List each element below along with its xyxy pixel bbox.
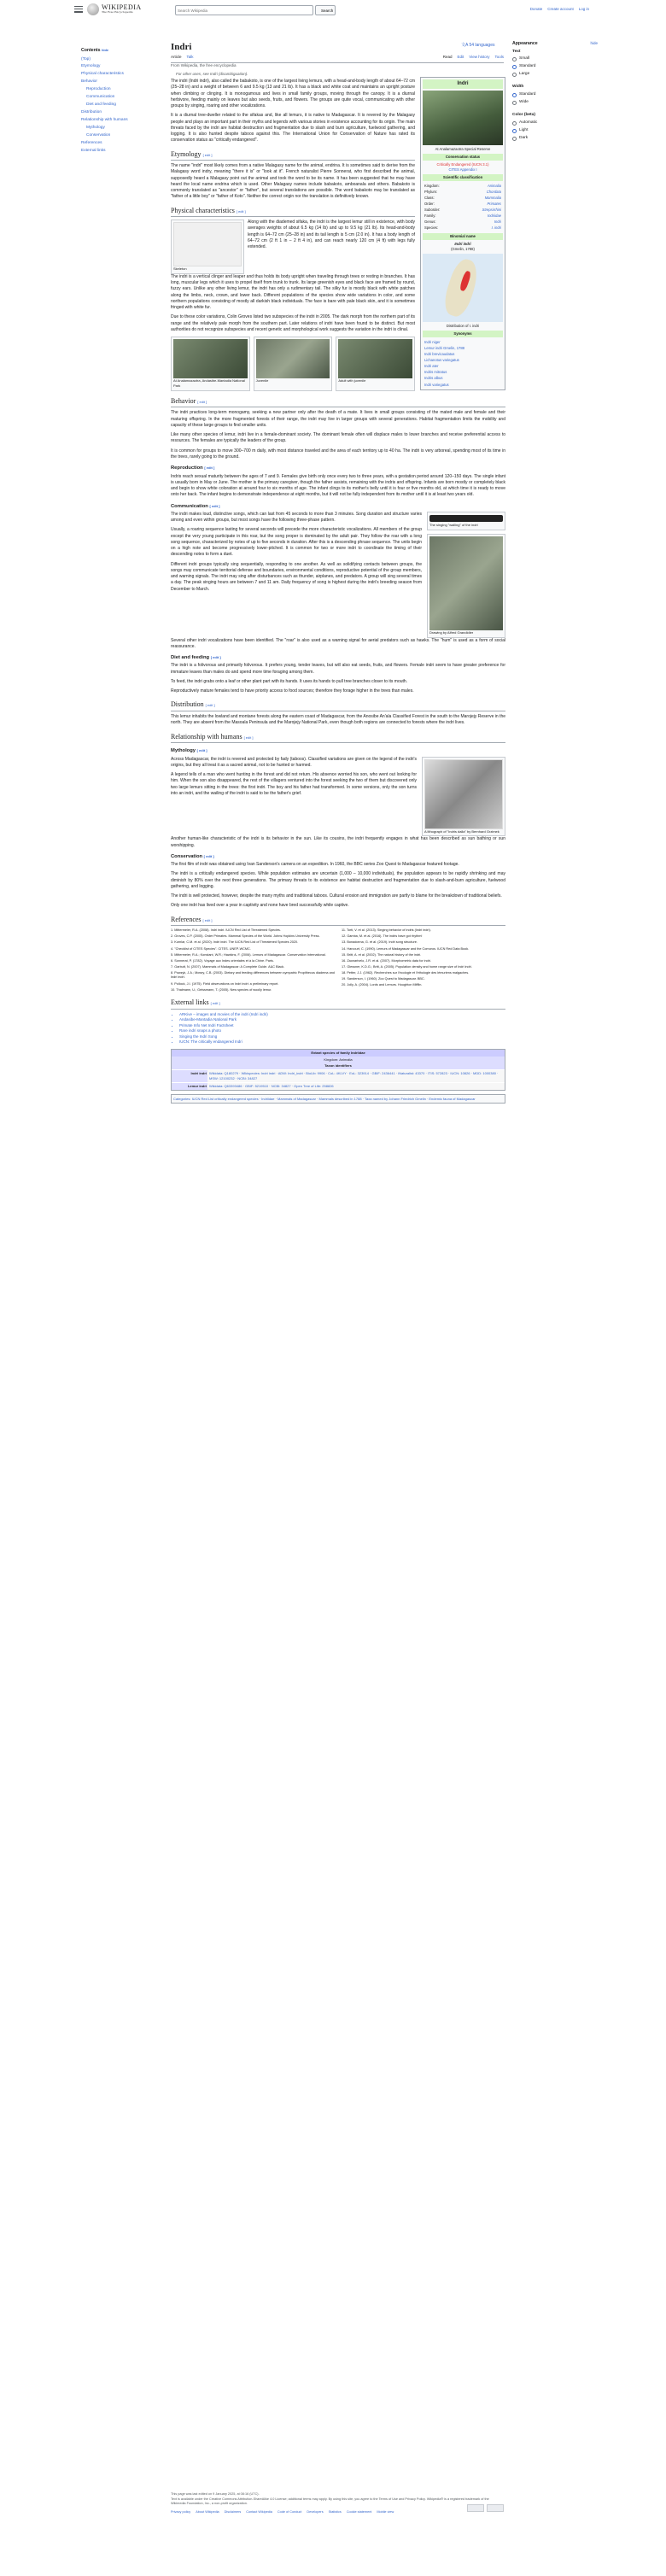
paragraph: It is common for groups to move 300–700 m daily, with most distance traveled and the area of each territory up to 40 ha. The indri is very arboreal, spending most of its time in the trees, rarely going to the ground.: [171, 448, 505, 460]
footer-links: [171, 2510, 504, 2515]
reference-item[interactable]: 9. Pollock, J.I. (1975). Field observations on Indri indri: a preliminary report.: [171, 981, 279, 986]
page-title: Indri: [171, 42, 192, 52]
drawing-figure[interactable]: [427, 534, 505, 638]
external-link[interactable]: • Andasibe-Mantadia National Park: [179, 1017, 505, 1023]
synonym: Lichanotus variegatus: [424, 358, 459, 363]
reference-item[interactable]: 7. Garbutt, N. (2007). Mammals of Madagascar: A Complete Guide. A&C Black.: [171, 964, 285, 969]
edit-link[interactable]: [ edit ]: [196, 748, 207, 753]
taxon-identifiers-header[interactable]: Taxon identifiers: [172, 1063, 505, 1069]
conservation-status[interactable]: Critically Endangered (IUCN 3.1): [436, 161, 489, 167]
binomial-header: Binomial name: [423, 233, 503, 240]
hatnote: For other uses, see Indri (disambiguation).: [176, 72, 248, 76]
section-heading: Etymology [ edit ]: [171, 149, 415, 161]
toc-item[interactable]: (Top): [81, 56, 91, 61]
paragraph: It is a diurnal tree-dweller related to the sifakas and, like all lemurs, it is native to Madagascar. It is revered by the Malagasy people and plays an important part in their myths and legends with various stories in existence accounting for its origin. The main threats faced by the indri are habitat destruction and fragmentation due to slash and burn agriculture, fuelwood gathering, and logging. It is also hunted despite taboos against this. The International Union for Conservation of Nature has rated its conservation status as "critically endangered".: [171, 113, 415, 143]
article-body: [171, 79, 505, 1104]
tab-talk[interactable]: Talk: [186, 55, 194, 59]
mediawiki-logo[interactable]: [487, 2504, 504, 2512]
subsection-heading: Communication [ edit ]: [171, 503, 220, 509]
toc-item[interactable]: Distribution: [81, 110, 102, 115]
synonym: Indri variegatus: [424, 382, 449, 387]
synonym: Lemur indri Gmelin, 1788: [424, 345, 465, 350]
external-links-list: [171, 1012, 505, 1045]
toc-item[interactable]: Etymology: [81, 64, 101, 69]
gallery-item[interactable]: Juvenile: [254, 337, 333, 391]
menu-icon[interactable]: [74, 6, 83, 13]
paragraph: Usually, a roaring sequence lasting for several seconds will precede the more characteristic vocalizations. All members of the group except the very young participate in this roar, but the song proper is dominated by the adult pair. They follow the roar with a long song sequence, characterized by notes of up to five seconds in duration. After this is a descending phrase sequence. The units begin on a high note and become progressively lower-pitched. It is common for two or more indri to coordinate the timing of their descending notes to form a duet.: [171, 527, 422, 558]
paragraph: Across Madagascar, the indri is revered and protected by fady (taboos). Classified variations are given on the legend of the indri's origins, but they all treat it as a sacred animal, not to be hunted or harmed.: [171, 756, 417, 768]
paragraph: Along with the diademed sifaka, the indri is the largest lemur still in existence, with body averages weights of about 6.5 kg (14 lb) and up to 9.5 kg (21 lb). Its head-and-body length is 64–72 cm (25–28 in) and its tail length is 5 cm (2.0 in). It has a body length of 64–72 cm (2 ft 1 in – 2 ft 4 in), and can reach nearly 120 cm (4 ft) with legs fully extended.: [248, 220, 415, 250]
edit-link[interactable]: [ edit ]: [202, 917, 213, 922]
audio-player[interactable]: [429, 515, 503, 522]
text-standard-option[interactable]: Standard: [512, 64, 598, 70]
edit-link[interactable]: [ edit ]: [197, 399, 207, 404]
reference-item[interactable]: 6. Sonnerat, P. (1782). Voyage aux Indes orientales et à la Chine. Paris.: [171, 958, 274, 963]
search-box: [175, 5, 334, 15]
reference-item[interactable]: 12. Gamba, M. et al. (2016). The indris have got rhythm!: [342, 934, 423, 939]
tab-tools[interactable]: Tools: [494, 55, 504, 59]
personal-tools: [530, 7, 589, 13]
navbox: [171, 1049, 505, 1091]
image-gallery: [171, 337, 415, 391]
external-link[interactable]: • IUCN: The critically endangered Indri: [179, 1039, 505, 1045]
edit-link[interactable]: [ edit ]: [202, 152, 213, 157]
paragraph: The indri is a critically endangered species. While population estimates are uncertain (1,000 – 10,000 individuals), the population appears to be rapidly shrinking and may diminish by 80% over the next three generations. The primary threats to its existence are habitat destruction and fragmentation due to slash-and-burn agriculture, fuelwood gathering, and logging.: [171, 871, 505, 889]
subsection-heading: Conservation [ edit ]: [171, 853, 214, 859]
site-header: [0, 0, 666, 20]
synonym: Indri niger: [424, 339, 441, 344]
footer-link[interactable]: About Wikipedia: [196, 2509, 219, 2514]
footer-link[interactable]: Privacy policy: [171, 2509, 191, 2514]
paragraph: The indri is a vertical clinger and leaper and thus holds its body upright when traveling through trees or resting in branches. It has long, muscular legs which it uses to propel itself from trunk to trunk. Its large greenish eyes and black face are framed by round, fuzzy ears. Unlike any other living lemur, the indri has only a rudimentary tail. The silky fur is mostly black with white patches along the limbs, neck, crown, and lower back. Different populations of the species show wide variations in color, and some northern populations consisting of mostly all darkish black individuals. The face is bare with pale black skin, and it is sometimes fringed with white fur.: [171, 273, 415, 311]
taxon-row: Class: Mammalia: [424, 195, 501, 200]
reference-item[interactable]: 13. Bonadonna, G. et al. (2019). Indri song structure.: [342, 940, 418, 945]
reference-item[interactable]: 14. Harcourt, C. (1990). Lemurs of Madagascar and the Comoros. IUCN Red Data Book.: [342, 946, 470, 951]
width-wide-option[interactable]: Wide: [512, 100, 598, 106]
figure-caption: Skeleton: [173, 266, 187, 272]
paragraph: Only one indri has lived over a year in captivity and none have bred successfully while captive.: [171, 903, 349, 909]
toc-item[interactable]: Communication: [86, 95, 115, 100]
categories-box[interactable]: Categories: IUCN Red List critically endangered species · Indriidae · Mammals of Madagascar · Mammals described in 1788 · Taxa named by Johann Friedrich Gmelin · Endemic fauna of Madagascar: [171, 1094, 505, 1104]
section-heading: External links [ edit ]: [171, 998, 505, 1010]
reference-item[interactable]: 18. Petter, J.J. (1962). Recherches sur l'écologie et l'éthologie des lémuriens malgaches.: [342, 970, 470, 975]
paragraph: Like many other species of lemur, indri live in a female-dominant society. The dominant female often will displace males to lower branches and receive preferential access to resources. The females are typically the leaders of the group.: [171, 432, 505, 444]
reference-item[interactable]: 5. Mittermeier, R.A.; Konstant, W.R.; Hawkins, F. (2006). Lemurs of Madagascar. Conservation International.: [171, 952, 326, 957]
create-account-link[interactable]: Create account: [547, 7, 574, 11]
edit-link[interactable]: [ edit ]: [203, 853, 214, 858]
conservation-status-header: Conservation status: [423, 154, 503, 161]
last-edited: This page was last edited on 9 January 2025, at 08:16 (UTC).: [171, 2492, 260, 2496]
page-footer: [171, 2492, 504, 2515]
width-label: Width: [512, 85, 524, 90]
skeleton-figure[interactable]: [171, 220, 244, 274]
paragraph: Due to these color variations, Colin Groves listed two subspecies of the indri in 2005. The dark morph from the northern part of its range and the relatively pale morph from the southern part. Later relations of indri have been found to be distinct. But most authorities do not recognize subspecies and recent genetic and morphological work suggests the variation in the indri is clinal.: [171, 314, 415, 332]
footer-link[interactable]: Cookie statement: [346, 2509, 372, 2514]
reference-item[interactable]: 20. Jolly, A. (2004). Lords and Lemurs. Houghton Mifflin.: [342, 983, 423, 987]
subsection-heading: Diet and feeding [ edit ]: [171, 655, 221, 661]
paragraph: This lemur inhabits the lowland and montane forests along the eastern coast of Madagascar, from the Anosibe An'ala Classified Forest in the south to the Marojejy Reserve in the north. They are absent from the Masoala Peninsula and the Marojejy National Park, even though both regions are connected to forests where the indri lives.: [171, 714, 506, 726]
paragraph: The indri is a folivorous and primarily folivorous. It prefers young, tender leaves, but will also eat seeds, fruits, and flowers. Female indri seem to have greater preference for immature leaves than males do and spend more time foraging among them.: [171, 663, 505, 675]
footer-link[interactable]: Statistics: [328, 2509, 342, 2514]
tab-read[interactable]: Read: [442, 55, 453, 59]
edit-link[interactable]: [ edit ]: [210, 655, 221, 660]
tab-article[interactable]: Article: [171, 55, 182, 59]
section-heading: References [ edit ]: [171, 915, 505, 927]
tab-history[interactable]: View history: [469, 55, 490, 59]
navbox-title[interactable]: Extant species of family Indriidae: [172, 1050, 505, 1057]
reference-item[interactable]: 1. Mittermeier, R.A. (2008). Indri indri. IUCN Red List of Threatened Species.: [171, 928, 281, 933]
synonym: Indri ater: [424, 364, 439, 369]
reference-item[interactable]: 3. Kurnlar, C.M. et al. (2020). Indri indri. The IUCN Red List of Threatened Species 2020.: [171, 940, 299, 945]
toc-hide-button[interactable]: hide: [101, 48, 109, 52]
color-light-option[interactable]: Light: [512, 128, 598, 134]
footer-link[interactable]: Disclaimers: [224, 2509, 242, 2514]
external-link[interactable]: • Primate Info Net Indri Factsheet: [179, 1023, 505, 1029]
appearance-panel: [512, 41, 598, 149]
binomial-author: (Gmelin, 1788): [451, 247, 475, 252]
text-small-option[interactable]: Small: [512, 56, 598, 62]
edit-link[interactable]: [ edit ]: [204, 465, 215, 471]
toc-item[interactable]: Behavior: [81, 79, 97, 85]
login-link[interactable]: Log in: [578, 7, 589, 11]
reference-item[interactable]: 11. Torti, V. et al. (2013). Singing behavior of indris (Indri indri).: [342, 928, 431, 933]
paragraph: The name "indri" most likely comes from a native Malagasy name for the animal, endrina. It is sometimes said to derive from the Malagasy word indry, meaning "there it is" or "look at it". French naturalist Pierre Sonnerat, who first described the animal, supposedly heard a Malagasy point out the animal and took the word to be its name. It has been suggested that he may have heard the local name endrina which is used. Other Malagasy names include babakoto, amboanala and others. Babakoto is commonly translated as "ancestor" or "father", but several translations are possible. The word babakoto may be translated as "father of a little boy" or "father of Koto". Neither the correct origin nor the translation is definitively known.: [171, 163, 415, 200]
synonyms-header: Synonyms: [423, 331, 503, 337]
toc-item[interactable]: Conservation: [86, 133, 111, 138]
taxon-row: Order: Primates: [424, 201, 501, 206]
paragraph: The first film of indri was obtained using Ivan Sanderson's camera on an expedition. In 1960, the BBC series Zoo Quest to Madagascar featured footage.: [171, 862, 459, 868]
globe-icon: [87, 3, 99, 15]
map-caption: Distribution of I. indri: [446, 324, 480, 329]
taxon-row: Phylum: Chordata: [424, 189, 501, 194]
audio-caption: The singing "wailing" of the indri: [429, 522, 478, 527]
edit-link[interactable]: [ edit ]: [210, 1001, 220, 1006]
external-link[interactable]: • Singing the Indri Song: [179, 1034, 505, 1040]
reference-item[interactable]: 16. Zaonarivelo, J.R. et al. (2007). Morphometric data for indri.: [342, 958, 431, 963]
paragraph: A legend tells of a man who went hunting in the forest and did not return. His absence worried his son, who went out looking for him. When the son also disappeared, the rest of the villagers ventured into the forest seeking the two of them but discovered only two large lemurs sitting in the trees: the first indri. The boy and his father had transformed. In some versions, only the son turns into an indri, and the wailing of the indri is said to be the father's grief.: [171, 772, 417, 796]
subsection-heading: Mythology [ edit ]: [171, 748, 207, 754]
wikimedia-logo[interactable]: [467, 2504, 484, 2512]
taxon-row: Suborder: Strepsirrhini: [424, 208, 501, 213]
gallery-item[interactable]: At Analamazaotra, Andasibe-Mantadia National Park: [171, 337, 250, 391]
tagline: From Wikipedia, the free encyclopedia: [171, 63, 237, 67]
toc-item[interactable]: Relationship with humans: [81, 118, 128, 123]
text-size-label: Text: [512, 49, 521, 54]
lithograph-figure[interactable]: [422, 757, 505, 837]
infobox-caption: At Analamazaotra Special Reserve: [435, 146, 491, 151]
toc-item[interactable]: Physical characteristics: [81, 72, 124, 77]
paragraph: To feed, the indri grabs onto a leaf or other plant part with its hands. It uses its hands to pull tree branches closer to its mouth.: [171, 678, 408, 684]
appearance-hide-button[interactable]: hide: [590, 41, 598, 45]
logo-subtitle: The Free Encyclopedia: [102, 10, 133, 15]
page-tabs: [171, 55, 504, 63]
paragraph: The indri practices long-term monogamy, seeking a new partner only after the death of a mate. It lives in small groups consisting of the mated male and female and their maturing offspring. In the more fragmented forests of their range, the indri may live in larger groups with several generations. Habitat fragmentation limits the mobility and capacity of these large groups to find smaller units.: [171, 410, 505, 428]
paragraph: Several other indri vocalizations have been identified. The "roar" is also used as a warning signal for aerial predators such as hawks. The "hum" is used as a form of social reassurance.: [171, 637, 505, 649]
search-input[interactable]: [176, 8, 282, 14]
license-text: Text is available under the Creative Commons Attribution-ShareAlike 4.0 License; additional terms may apply. By using this site, you agree to the Terms of Use and Privacy Policy. Wikipedia® is a registered trademark of the Wikimedia Foundation, Inc., a non-profit organization.: [171, 2497, 489, 2505]
taxon-row: Kingdom: Animalia: [424, 183, 501, 188]
navbox-row: Lemur indri Wikidata: Q63393486 · GBIF: 5219510 · NCBI: 34827 · Open Tree of Life: 258826: [172, 1082, 505, 1090]
reference-item[interactable]: 17. Glessner, K.D.G.; Britt, A. (2005). Population density and home range size of Indri indri.: [342, 964, 472, 969]
subsection-heading: Reproduction [ edit ]: [171, 465, 215, 471]
section-heading: Distribution [ edit ]: [171, 700, 505, 711]
paragraph: The indri (Indri indri), also called the babakoto, is one of the largest living lemurs, with a head-and-body length of about 64–72 cm (25–28 in) and a weight of between 6 and 9.5 kg (13 and 21 lb). It has a black and white coat and maintains an upright posture when climbing or clinging. It is monogamous and lives in small family groups, moving through the canopy. It is a diurnal herbivore, feeding mainly on leaves but also seeds, fruits, and flowers. The groups are quite vocal, communicating with other groups by singing, roaring and other vocalizations.: [171, 79, 415, 108]
footer-logos: [467, 2504, 504, 2512]
toc-item[interactable]: Diet and feeding: [86, 102, 116, 108]
figure-caption: Drawing by Alfred Grandidier: [429, 629, 474, 635]
classification-header: Scientific classification: [423, 174, 503, 181]
navbox-subtitle: Kingdom: Animalia: [172, 1057, 505, 1063]
color-dark-option[interactable]: Dark: [512, 136, 598, 142]
table-of-contents: [81, 48, 166, 156]
paragraph: Indris reach sexual maturity between the ages of 7 and 9. Females give birth only once every two to three years, with a gestation period around 120–150 days. The single infant is usually born in May or June. The mother is the primary caregiver, though the father assists, remaining with the indris and offspring. Infants are born mostly or completely black and begin to show white coloration at around four to six months of age. The infant clings to its mother's belly until it is four or five months old, at which time it is ready to move onto her back. The infant begins to demonstrate independence at eight months, but it will not be fully independent from its mother until it is at least two years old.: [171, 473, 505, 498]
synonym: Indris mitratus: [424, 370, 447, 375]
width-standard-option[interactable]: Standard: [512, 92, 598, 98]
toc-item[interactable]: Mythology: [86, 126, 105, 131]
edit-link[interactable]: [ edit ]: [236, 208, 246, 214]
appearance-title: Appearance: [512, 41, 538, 46]
toc-item[interactable]: Reproduction: [86, 87, 111, 92]
footer-link[interactable]: Developers: [307, 2509, 324, 2514]
reference-item[interactable]: 10. Thalmann, U.; Geissmann, T. (2005). New species of woolly lemur.: [171, 987, 272, 992]
section-heading: Relationship with humans [ edit ]: [171, 732, 505, 744]
gallery-item[interactable]: Adult with juvenile: [336, 337, 415, 391]
tab-edit[interactable]: Edit: [457, 55, 464, 59]
paragraph: Reproductively mature females tend to have priority access to food sources; therefore they forage higher in the trees than males.: [171, 688, 414, 694]
synonym: Indri brevicaudatus: [424, 352, 455, 357]
paragraph: Another human-like characteristic of the indri is its behavior in the sun. Like its cousins, the indri frequently engages in what has been described as sun bathing or sun worshipping.: [171, 836, 505, 848]
color-automatic-option[interactable]: Automatic: [512, 120, 598, 126]
edit-link[interactable]: [ edit ]: [243, 735, 254, 740]
external-link[interactable]: • Rare indri snaps a photo: [179, 1028, 505, 1034]
binomial-name: Indri indri: [454, 242, 471, 246]
skeleton-image: [173, 222, 242, 266]
section-heading: Behavior [ edit ]: [171, 396, 505, 408]
reference-item[interactable]: 15. Britt, A. et al. (2002). The natural history of the indri.: [342, 952, 422, 957]
reference-item[interactable]: 4. "Checklist of CITES Species". CITES. UNEP-WCMC.: [171, 946, 251, 951]
section-heading: Physical characteristics [ edit ]: [171, 206, 415, 218]
paragraph: Different indri groups typically sing sequentially, responding to one another. As well as solidifying contacts between groups, the songs may communicate territorial defense and boundaries, environmental conditions, reproductive potential of the group members, and warning signals. The indri may sing after disturbances such as thunder, airplanes, and predators. A group will sing several times a day. The peak singing hours are between 7 and 11 am. Daily frequency of song is highest during the indri's breeding season from December to March.: [171, 561, 422, 592]
cites-status[interactable]: CITES Appendix I: [448, 167, 477, 172]
search-button[interactable]: Search: [315, 5, 336, 15]
reference-item[interactable]: 19. Sanderson, I. (1960). Zoo Quest to Madagascar. BBC.: [342, 977, 425, 981]
taxon-row: Genus: Indri: [424, 220, 501, 225]
infobox-title: Indri: [423, 79, 503, 89]
toc-item[interactable]: References: [81, 141, 102, 146]
footer-link[interactable]: Contact Wikipedia: [246, 2509, 272, 2514]
toc-item[interactable]: External links: [81, 148, 106, 153]
paragraph: The indri is well protected, however, despite the many myths and traditional taboos. Cultural erosion and immigration are partly to blame for the breakdown of traditional beliefs.: [171, 893, 502, 899]
figure-caption: A lithograph of "Indris dalla" by Bernhard Grzimek: [424, 828, 500, 834]
references-list: [171, 928, 505, 992]
color-label: Color (beta): [512, 113, 535, 118]
edit-link[interactable]: [ edit ]: [205, 703, 215, 708]
synonym: Indris albus: [424, 376, 443, 381]
toc-title: Contents hide: [81, 48, 109, 53]
paragraph: The indri makes loud, distinctive songs, which can last from 45 seconds to more than 3 minutes. Song duration and structure varies among and even within groups, but most songs have the following three-phase pattern.: [171, 511, 422, 524]
reference-item[interactable]: 2. Groves, C.P. (2005). Order Primates. Mammal Species of the World. Johns Hopkins University Press.: [171, 934, 320, 939]
navbox-row: Indri indri Wikidata: Q180279 · Wikispecies: Indri indri · ADW: Indri_indri · BioLib: 9906 · CoL: 4KLVY · EoL: 323914 · GBIF: 2436441 · iNaturalist: 43370 · ITIS: 572823 · IUCN: 10826 · MDD: 1000380 · MSW: 12100232 · NCBI: 34827: [172, 1069, 505, 1082]
footer-link[interactable]: Mobile view: [377, 2509, 394, 2514]
taxon-row: Species: I. indri: [424, 225, 501, 231]
logo-title: WIKIPEDIA: [102, 3, 142, 12]
footer-link[interactable]: Code of Conduct: [277, 2509, 302, 2514]
external-link[interactable]: • ARKive – images and movies of the indri (Indri indri): [179, 1012, 505, 1018]
language-selector[interactable]: 文A 54 languages: [461, 43, 495, 48]
donate-link[interactable]: Donate: [529, 7, 543, 11]
audio-figure: [427, 512, 505, 530]
taxon-row: Family: Indriidae: [424, 214, 501, 219]
text-large-option[interactable]: Large: [512, 72, 598, 78]
reference-item[interactable]: 8. Powzyk, J.A.; Mowry, C.B. (2003). Dietary and feeding differences between sympatric Propithecus diadema and Indri indri.: [171, 970, 335, 980]
intro: [171, 79, 415, 391]
edit-link[interactable]: [ edit ]: [209, 503, 220, 508]
wikipedia-logo[interactable]: [87, 3, 142, 15]
